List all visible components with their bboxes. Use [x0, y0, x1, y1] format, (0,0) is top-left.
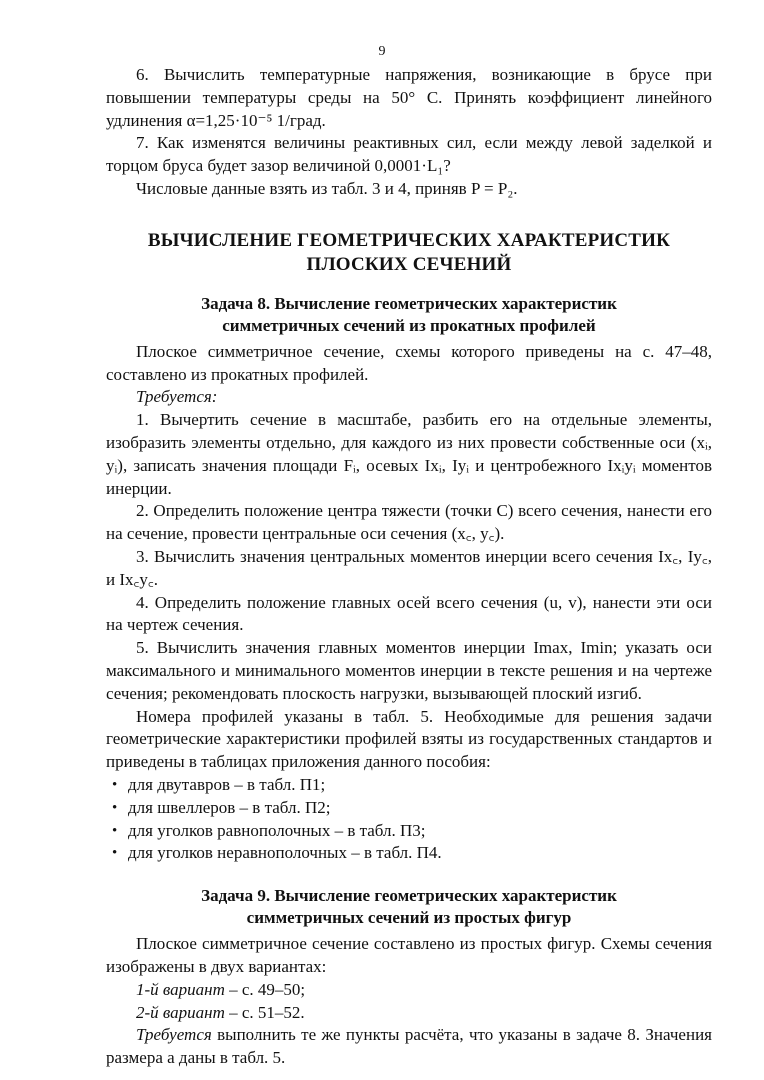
bullet-icon: •: [112, 799, 118, 816]
task-8-intro: Плоское симметричное сечение, схемы которого приведены на с. 47–48, составлено из прокатных профилей.: [106, 341, 712, 384]
task-9-title-line-1: Задача 9. Вычисление геометрических характеристик: [201, 886, 617, 906]
page-number: 9: [378, 44, 386, 59]
section-title-line-2: ПЛОСКИХ СЕЧЕНИЙ: [306, 253, 512, 275]
task-8-item-5: 5. Вычислить значения главных моментов инерции Imax, Imin; указать оси максимального и минимального моментов инерции в тексте решения и на чертеже сечения; рекомендовать плоскость нагрузки, вызывающей плоский изгиб.: [106, 638, 712, 703]
bullet-icon: •: [112, 845, 118, 862]
page-content: [106, 64, 712, 1070]
task-8-item-1: 1. Вычертить сечение в масштабе, разбить его на отдельные элементы, изобразить элементы отдельно, для каждого из них провести собственные оси (xᵢ, yᵢ), записать значения площади Fᵢ, осевых Ixᵢ, Iyᵢ и центробежного Ixᵢyᵢ моментов инерции.: [106, 410, 712, 498]
section-title-line-1: ВЫЧИСЛЕНИЕ ГЕОМЕТРИЧЕСКИХ ХАРАКТЕРИСТИК: [147, 229, 671, 251]
task-8-required-label: Требуется:: [136, 387, 218, 407]
task-8-title-line-2: симметричных сечений из прокатных профилей: [222, 315, 596, 335]
task-8-item-3: 3. Вычислить значения центральных моментов инерции всего сечения Ix꜀, Iy꜀, и Ix꜀y꜀.: [106, 546, 712, 589]
task-9-required: Требуется выполнить те же пункты расчёта, что указаны в задаче 8. Значения размера a даны в табл. 5.: [106, 1025, 712, 1068]
task-8-item-4: 4. Определить положение главных осей всего сечения (u, v), нанести эти оси на чертеж сечения.: [106, 592, 712, 635]
task-9-intro: Плоское симметричное сечение составлено из простых фигур. Схемы сечения изображены в двух вариантах:: [106, 934, 712, 976]
task-9-title-line-2: симметричных сечений из простых фигур: [246, 908, 572, 928]
list-item: • для швеллеров – в табл. П2;: [106, 797, 712, 820]
list-item: • для двутавров – в табл. П1;: [106, 774, 712, 797]
list-item: • для уголков неравнополочных – в табл. П4.: [106, 842, 712, 865]
task-8-item-2: 2. Определить положение центра тяжести (точки С) всего сечения, нанести его на сечение, провести центральные оси сечения (x꜀, y꜀).: [106, 501, 712, 544]
task-8-title-line-1: Задача 8. Вычисление геометрических характеристик: [201, 293, 617, 313]
task-9-title: [106, 885, 712, 929]
bullet-icon: •: [112, 776, 118, 793]
section-title: [106, 229, 712, 277]
task-8-profiles-note: Номера профилей указаны в табл. 5. Необходимые для решения задачи геометрические характеристики профилей взяты из государственных стандартов и приведены в таблицах приложения данного пособия:: [106, 706, 712, 772]
task-8-table-list: [106, 774, 712, 865]
list-item: • для уголков равнополочных – в табл. П3;: [106, 820, 712, 843]
task-9-variant-1: 1-й вариант – с. 49–50;: [136, 979, 306, 999]
task-9-variant-2: 2-й вариант – с. 51–52.: [136, 1002, 305, 1022]
intro-item-7: 7. Как изменятся величины реактивных сил, если между левой заделкой и торцом бруса будет зазор величиной 0,0001·L₁?: [106, 133, 712, 176]
task-8-title: [106, 293, 712, 337]
intro-data-note: Числовые данные взять из табл. 3 и 4, приняв P = P₂.: [136, 178, 518, 198]
intro-item-6: 6. Вычислить температурные напряжения, возникающие в брусе при повышении температуры среды на 50° С. Принять коэффициент линейного удлинения α=1,25·10⁻⁵ 1/град.: [106, 65, 712, 130]
bullet-icon: •: [112, 822, 118, 839]
